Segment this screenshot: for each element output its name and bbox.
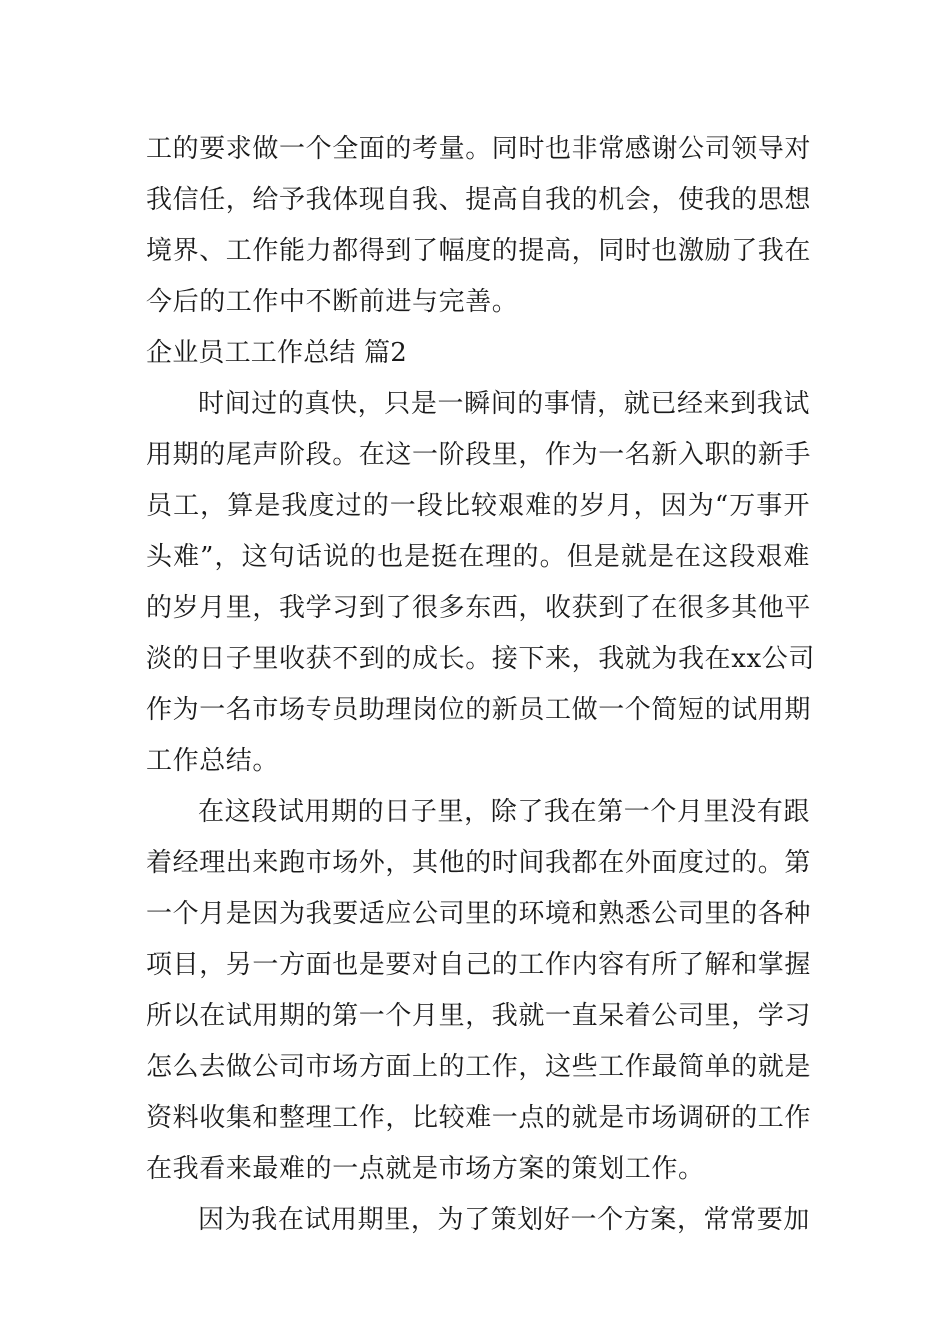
section-title: 企业员工工作总结 篇2	[146, 338, 408, 368]
text-line: 时间过的真快，只是一瞬间的事情，就已经来到我试	[198, 389, 810, 419]
paragraph	[146, 787, 810, 1195]
document-body	[146, 124, 815, 1246]
text-line: 着经理出来跑市场外，其他的时间我都在外面度过的。第	[146, 848, 812, 878]
text-line: 在这段试用期的日子里，除了我在第一个月里没有跟	[198, 797, 810, 827]
text-line: 境界、工作能力都得到了幅度的提高，同时也激励了我在	[146, 236, 812, 266]
text-line: 一个月是因为我要适应公司里的环境和熟悉公司里的各种	[146, 899, 812, 929]
text-line: 怎么去做公司市场方面上的工作，这些工作最简单的就是	[146, 1052, 812, 1082]
text-line: 员工，算是我度过的一段比较艰难的岁月，因为“万事开	[146, 491, 810, 521]
text-line: 头难”，这句话说的也是挺在理的。但是就是在这段艰难	[146, 542, 810, 572]
text-line: 所以在试用期的第一个月里，我就一直呆着公司里，学习	[146, 1001, 812, 1031]
text-line: 在我看来最难的一点就是市场方案的策划工作。	[146, 1154, 705, 1184]
text-line: 工的要求做一个全面的考量。同时也非常感谢公司领导对	[146, 134, 812, 164]
text-line: 用期的尾声阶段。在这一阶段里，作为一名新入职的新手	[146, 440, 812, 470]
text-line: 因为我在试用期里，为了策划好一个方案，常常要加	[198, 1205, 810, 1235]
text-line: 淡的日子里收获不到的成长。接下来，我就为我在xx公司	[146, 644, 815, 674]
text-line: 今后的工作中不断前进与完善。	[146, 287, 519, 317]
text-line: 资料收集和整理工作，比较难一点的就是市场调研的工作	[146, 1103, 812, 1133]
text-line: 作为一名市场专员助理岗位的新员工做一个简短的试用期	[146, 695, 812, 725]
paragraph	[146, 379, 815, 787]
text-line: 工作总结。	[146, 746, 280, 776]
text-line: 项目，另一方面也是要对自己的工作内容有所了解和掌握	[146, 950, 812, 980]
paragraph	[146, 1195, 810, 1246]
text-line: 的岁月里，我学习到了很多东西，收获到了在很多其他平	[146, 593, 812, 623]
continued-paragraph	[146, 124, 810, 328]
text-line: 我信任，给予我体现自我、提高自我的机会，使我的思想	[146, 185, 812, 215]
